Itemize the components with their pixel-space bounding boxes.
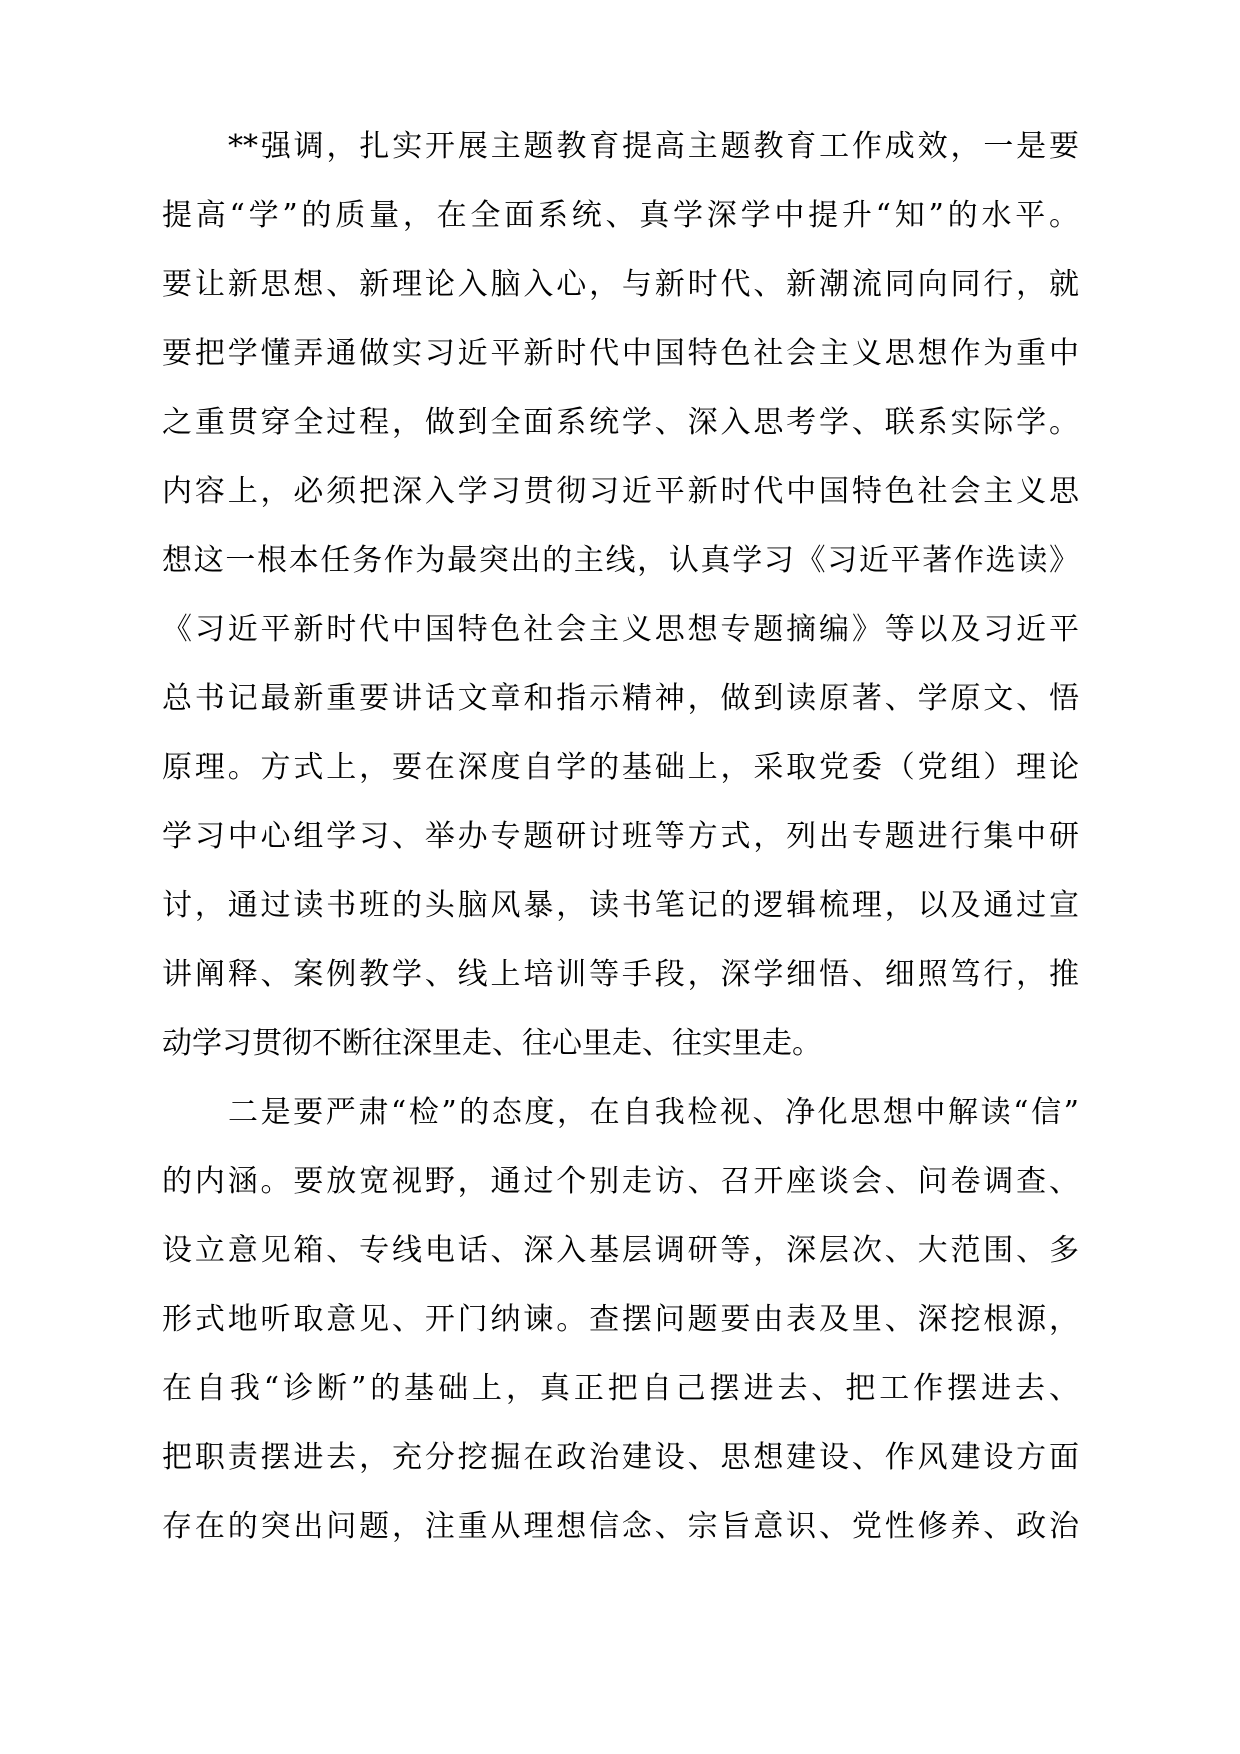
text-line: 之重贯穿全过程，做到全面系统学、深入思考学、联系实际学。: [162, 405, 1079, 440]
text-line: 存在的突出问题，注重从理想信念、宗旨意识、党性修养、政治: [162, 1509, 1079, 1544]
text-line: 形式地听取意见、开门纳谏。查摆问题要由表及里、深挖根源，: [162, 1302, 1079, 1337]
text-line: 内容上，必须把深入学习贯彻习近平新时代中国特色社会主义思: [162, 474, 1079, 509]
text-line: 动学习贯彻不断往深里走、往心里走、往实里走。: [162, 1026, 822, 1061]
text-line: 二是要严肃“检”的态度，在自我检视、净化思想中解读“信”: [228, 1095, 1079, 1130]
text-line: 设立意见箱、专线电话、深入基层调研等，深层次、大范围、多: [162, 1233, 1079, 1268]
text-line: 提高“学”的质量，在全面系统、真学深学中提升“知”的水平。: [162, 198, 1079, 233]
text-line: 原理。方式上，要在深度自学的基础上，采取党委（党组）理论: [162, 750, 1079, 785]
text-line: 讲阐释、案例教学、线上培训等手段，深学细悟、细照笃行，推: [162, 957, 1079, 992]
text-line: 总书记最新重要讲话文章和指示精神，做到读原著、学原文、悟: [162, 681, 1079, 716]
paragraph-2: [162, 1088, 1079, 1571]
document-body: [162, 122, 1079, 1571]
text-line: **强调，扎实开展主题教育提高主题教育工作成效，一是要: [228, 129, 1079, 164]
paragraph-1: [162, 122, 1079, 1088]
text-line: 的内涵。要放宽视野，通过个别走访、召开座谈会、问卷调查、: [162, 1164, 1079, 1199]
text-line: 要把学懂弄通做实习近平新时代中国特色社会主义思想作为重中: [162, 336, 1079, 371]
text-line: 在自我“诊断”的基础上，真正把自己摆进去、把工作摆进去、: [162, 1371, 1079, 1406]
text-line: 把职责摆进去，充分挖掘在政治建设、思想建设、作风建设方面: [162, 1440, 1079, 1475]
text-line: 想这一根本任务作为最突出的主线，认真学习《习近平著作选读》: [162, 543, 1079, 578]
text-line: 要让新思想、新理论入脑入心，与新时代、新潮流同向同行，就: [162, 267, 1079, 302]
text-line: 《习近平新时代中国特色社会主义思想专题摘编》等以及习近平: [162, 612, 1079, 647]
text-line: 学习中心组学习、举办专题研讨班等方式，列出专题进行集中研: [162, 819, 1079, 854]
text-line: 讨，通过读书班的头脑风暴，读书笔记的逻辑梳理，以及通过宣: [162, 888, 1079, 923]
